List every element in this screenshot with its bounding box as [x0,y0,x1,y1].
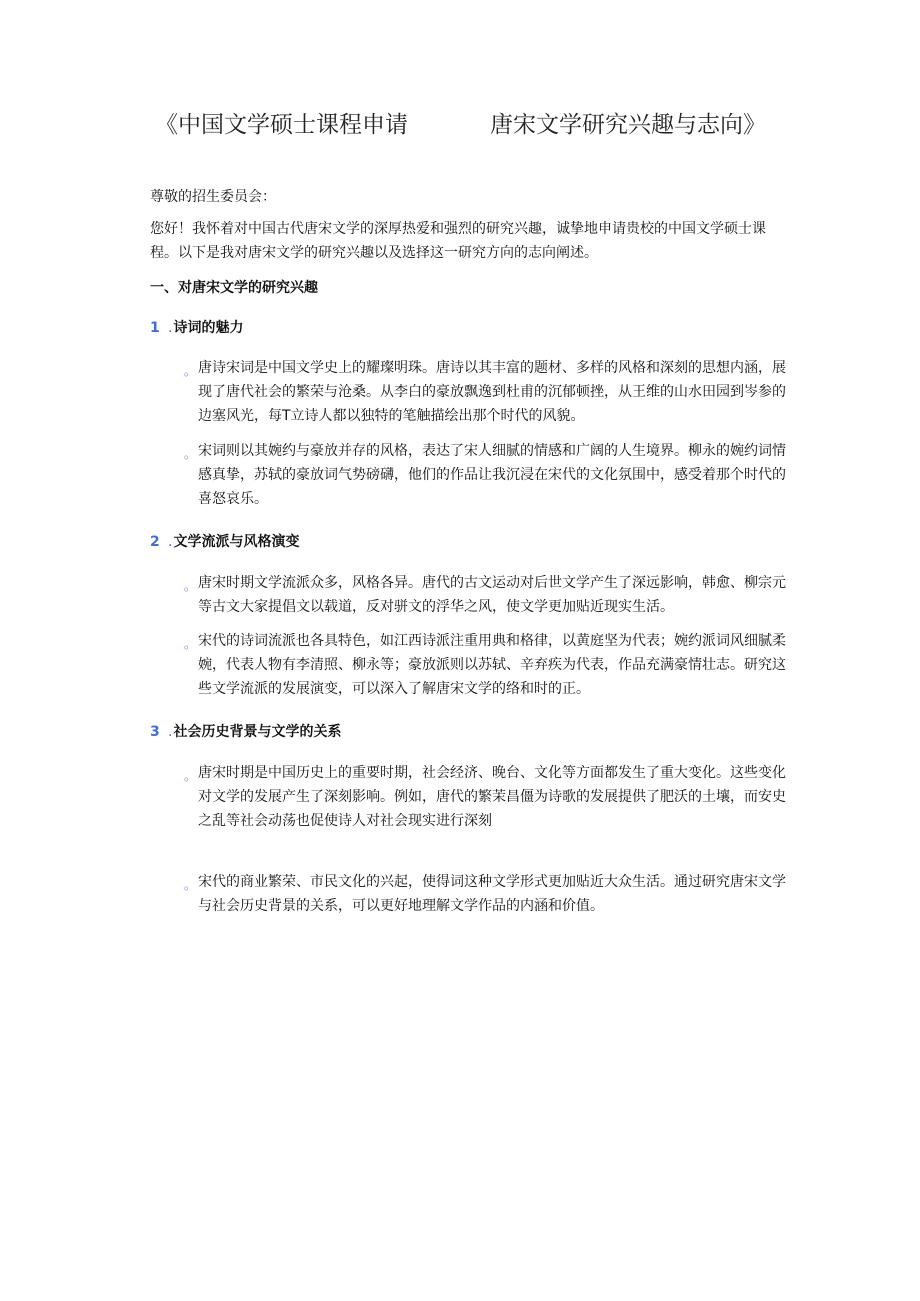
subsection-dot: . [168,534,173,550]
bullet-marker: 。 [184,878,197,892]
bullet-marker: 。 [184,364,197,378]
bullet-text: 宋代的商业繁荣、市民文化的兴起，使得词这种文学形式更加贴近大众生活。通过研究唐宋文学与社会历史背景的关系，可以更好地理解文学作品的内涵和价值。 [198,874,786,914]
subsection-dot: . [168,320,173,336]
subsection-title: 诗词的魅力 [173,320,244,336]
bullet-marker: 。 [184,579,197,593]
bullet-marker: 。 [184,637,197,651]
bullet-item [184,571,790,619]
subsection-dot: . [168,724,173,740]
subsection-heading-2 [150,530,299,554]
bullet-marker: 。 [184,447,197,461]
subsection-number: 1 [150,320,160,336]
title-left: 《中国文学硕士课程申请 [155,112,408,138]
bullet-text: 宋词则以其婉约与豪放并存的风格，表达了宋人细腻的情感和广阔的人生境界。柳永的婉约词情感真挚，苏轼的豪放词气势磅礴，他们的作品让我沉浸在宋代的文化氛围中，感受着那个时代的喜怒哀乐。 [198,443,786,507]
subsection-heading-1 [150,316,243,340]
bullet-marker: 。 [184,769,197,783]
bullet-item [184,629,790,701]
subsection-title: 社会历史背景与文学的关系 [173,724,342,740]
bullet-item [184,761,790,833]
salutation: 尊敬的招生委员会： [150,189,276,205]
subsection-title: 文学流派与风格演变 [173,534,300,550]
bullet-item [184,870,790,918]
subsection-heading-3 [150,720,341,744]
subsection-number: 2 [150,534,160,550]
document-title [0,104,920,144]
subsection-number: 3 [150,724,160,740]
bullet-text: 唐诗宋词是中国文学史上的耀璨明珠。唐诗以其丰富的题材、多样的风格和深刻的思想内涵，展现了唐代社会的繁荣与沧桑。从李白的豪放飘逸到杜甫的沉郁顿挫，从王维的山水田园到岑参的边塞风光，每T立诗人都以独特的笔触描绘出那个时代的风貌。 [198,360,786,424]
bullet-text: 唐宋时期是中国历史上的重要时期，社会经济、晚台、文化等方面都发生了重大变化。这些变化对文学的发展产生了深刻影响。例如，唐代的繁茉昌僵为诗歌的发展提供了肥沃的土壤，而安史之乱等社会动荡也促使诗人对社会现实进行深刻 [198,765,786,829]
bullet-text: 唐宋时期文学流派众多，风格各异。唐代的古文运动对后世文学产生了深远影响，韩愈、柳宗元等古文大家提倡文以载道，反对骈文的浮华之风，使文学更加贴近现实生活。 [198,575,786,615]
section-heading: 一、对唐宋文学的研究兴趣 [150,280,318,296]
bullet-text: 宋代的诗词流派也各具特色，如江西诗派注重用典和格律，以黄庭坚为代表；婉约派词风细腻柔婉，代表人物有李清照、柳永等；豪放派则以苏轼、辛弃疾为代表，作品充满豪情壮志。研究这些文学流派的发展演变，可以深入了解唐宋文学的络和时的正。 [198,633,786,697]
intro-paragraph: 您好！我怀着对中国古代唐宋文学的深厚热爱和强烈的研究兴趣，诚挚地申请贵校的中国文学硕士课程。以下是我对唐宋文学的研究兴趣以及选择这一研究方向的志向阐述。 [150,221,766,261]
bullet-item [184,439,790,511]
title-right: 唐宋文学研究兴趣与志向》 [490,112,766,138]
bullet-item [184,356,790,428]
